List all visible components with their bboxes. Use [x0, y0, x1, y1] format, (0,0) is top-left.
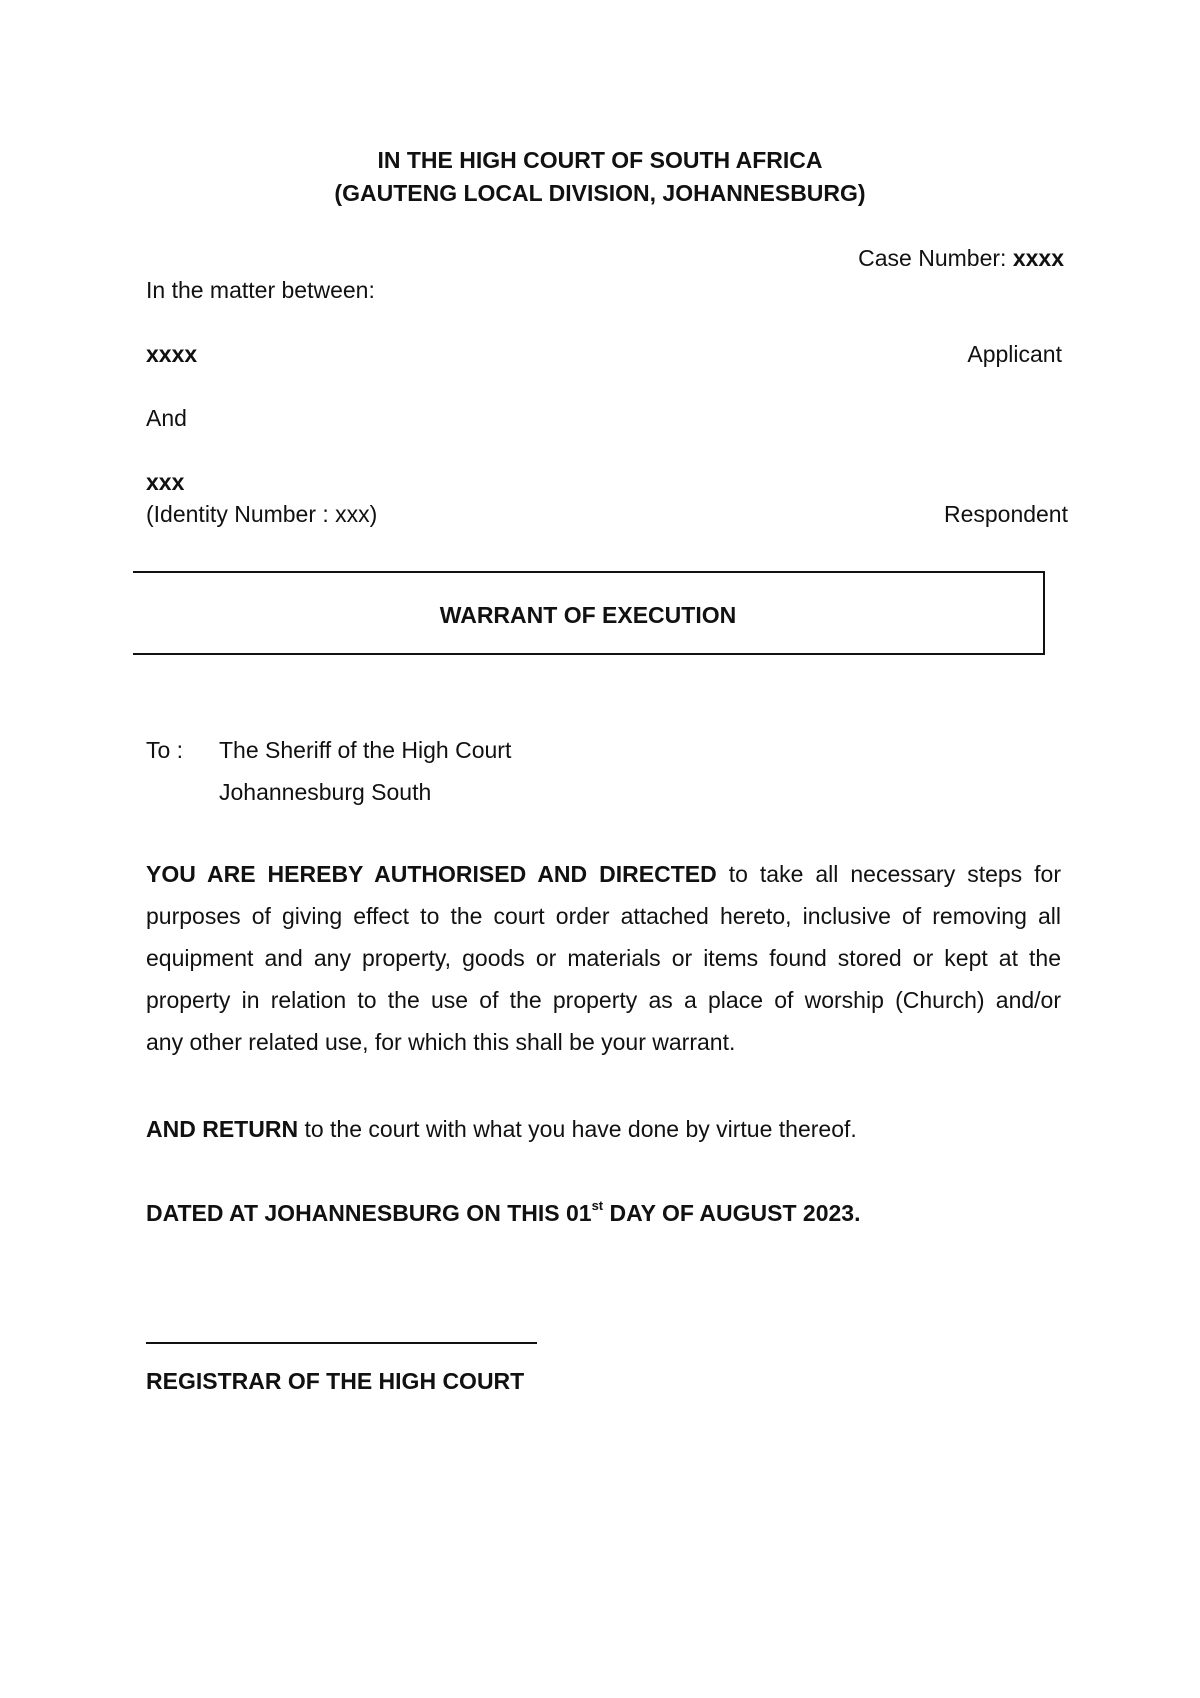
- respondent-role: Respondent: [943, 501, 1068, 527]
- document-title: WARRANT OF EXECUTION: [439, 602, 737, 628]
- addressee-line1: The Sheriff of the High Court: [219, 737, 512, 763]
- dated-prefix: DATED AT JOHANNESBURG ON THIS 01: [146, 1200, 592, 1226]
- applicant-role: Applicant: [967, 341, 1062, 367]
- case-number-label: Case Number:: [858, 245, 1007, 271]
- applicant-name: xxxx: [146, 341, 198, 367]
- directive-paragraph: [146, 853, 1061, 1063]
- court-name: IN THE HIGH COURT OF SOUTH AFRICA: [377, 147, 823, 173]
- directive-line-2: purposes of giving effect to the court order attached hereto, inclusive of removing all: [146, 903, 1061, 929]
- case-number: [700, 244, 1064, 272]
- dated-suffix: DAY OF AUGUST 2023.: [609, 1200, 861, 1226]
- respondent-name: xxx: [146, 469, 185, 495]
- dated-line: [146, 1199, 860, 1227]
- addressee-label: To :: [146, 737, 184, 763]
- respondent-id: (Identity Number : xxx): [146, 501, 378, 527]
- matter-intro: In the matter between:: [146, 277, 375, 303]
- return-rest: to the court with what you have done by virtue thereof.: [304, 1116, 857, 1142]
- directive-line-5: any other related use, for which this shall be your warrant.: [146, 1029, 736, 1055]
- court-division: (GAUTENG LOCAL DIVISION, JOHANNESBURG): [334, 180, 866, 206]
- return-bold: AND RETURN: [146, 1116, 299, 1142]
- signature-line: [146, 1342, 537, 1344]
- directive-bold: YOU ARE HEREBY AUTHORISED AND DIRECTED: [146, 861, 717, 887]
- case-number-value: xxxx: [1012, 245, 1064, 271]
- directive-line-4: property in relation to the use of the property as a place of worship (Church) and/or: [146, 987, 1061, 1013]
- return-paragraph: [146, 1115, 857, 1143]
- directive-line-1-rest: to take all necessary steps for: [728, 861, 1062, 887]
- directive-line-1: [146, 853, 1061, 895]
- dated-ordinal: st: [591, 1198, 604, 1214]
- addressee-line2: Johannesburg South: [219, 779, 432, 805]
- directive-line-3: equipment and any property, goods or materials or items found stored or kept at the: [146, 945, 1061, 971]
- title-box: [133, 571, 1045, 655]
- registrar-title: REGISTRAR OF THE HIGH COURT: [146, 1368, 525, 1394]
- party-conjunction: And: [146, 405, 187, 431]
